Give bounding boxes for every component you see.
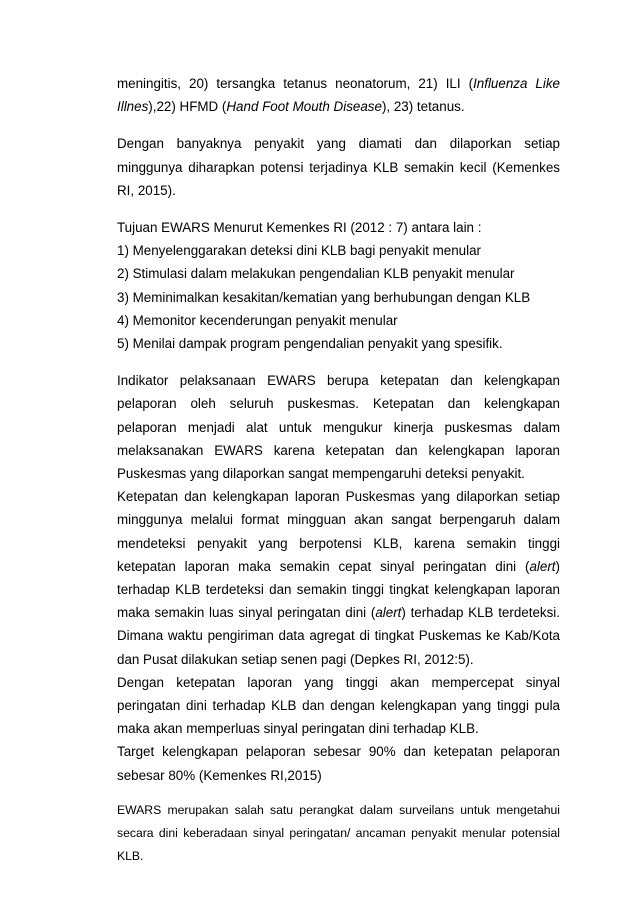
paragraph-signal: Dengan ketepatan laporan yang tinggi akan mempercepat sinyal peringatan dini terhadap KLB dan dengan kelengkapan yang tinggi pula maka akan memperluas sinyal peringatan dini terhadap KLB. [117, 674, 560, 737]
goal-item: 2) Stimulasi dalam melakukan pengendalian KLB penyakit menular [117, 266, 515, 282]
paragraph-indicator: Indikator pelaksanaan EWARS berupa ketepatan dan kelengkapan pelaporan oleh seluruh puskesmas. Ketepatan dan kelengkapan pelaporan menjadi alat untuk mengukur kinerja puskesmas dalam melaksanakan EWARS karena ketepatan dan kelengkapan laporan Puskesmas yang dilaporkan sangat mempengaruhi deteksi penyakit. [117, 373, 560, 482]
goal-item: 4) Memonitor kecenderungan penyakit menular [117, 312, 398, 328]
paragraph-target: Target kelengkapan pelaporan sebesar 90% dan ketepatan pelaporan sebesar 80% (Kemenkes RI,2015) [117, 744, 560, 783]
goals-heading: Tujuan EWARS Menurut Kemenkes RI (2012 : 7) antara lain : [117, 220, 482, 236]
italic-term: Influenza Like Illnes [117, 76, 560, 115]
goal-item: 5) Menilai dampak program pengendalian penyakit yang spesifik. [117, 336, 503, 352]
paragraph-observation: Dengan banyaknya penyakit yang diamati dan dilaporkan setiap minggunya diharapkan potensi terjadinya KLB semakin kecil (Kemenkes RI, 2015). [117, 136, 560, 198]
paragraph-ewars-definition: EWARS merupakan salah satu perangkat dalam surveilans untuk mengetahui secara dini keberadaan sinyal peringatan/ ancaman penyakit menular potensial KLB. [117, 802, 560, 863]
text-span: ) terhadap KLB terdeteksi. Dimana waktu pengiriman data agregat di tingkat Puskemas ke Kab/Kota dan Pusat dilakukan setiap senen pagi (Depkes RI, 2012:5). [117, 605, 560, 667]
paragraph-disease-list-end [117, 72, 560, 118]
goal-item: 3) Meminimalkan kesakitan/kematian yang berhubungan dengan KLB [117, 289, 531, 305]
goal-item: 1) Menyelenggarakan deteksi dini KLB bagi penyakit menular [117, 243, 481, 259]
document-page [117, 72, 560, 868]
italic-term: alert [529, 558, 556, 574]
text-span: ) terhadap KLB terdeteksi dan semakin tinggi tingkat kelengkapan laporan maka semakin luas sinyal peringatan dini ( [117, 558, 560, 621]
text-span: ), 23) tetanus. [381, 99, 465, 115]
italic-term: Hand Foot Mouth Disease [226, 99, 382, 115]
text-span: Ketepatan dan kelengkapan laporan Puskesmas yang dilaporkan setiap minggunya melalui format mingguan akan sangat berpengaruh dalam mendeteksi penyakit yang berpotensi KLB, karena semakin tinggi ketepatan laporan maka semakin cepat sinyal peringatan dini ( [117, 489, 560, 574]
text-span: meningitis, 20) tersangka tetanus neonatorum, 21) ILI ( [117, 76, 474, 91]
paragraph-timeliness [117, 485, 560, 671]
italic-term: alert [375, 605, 402, 621]
text-span: ),22) HFMD ( [148, 99, 227, 115]
